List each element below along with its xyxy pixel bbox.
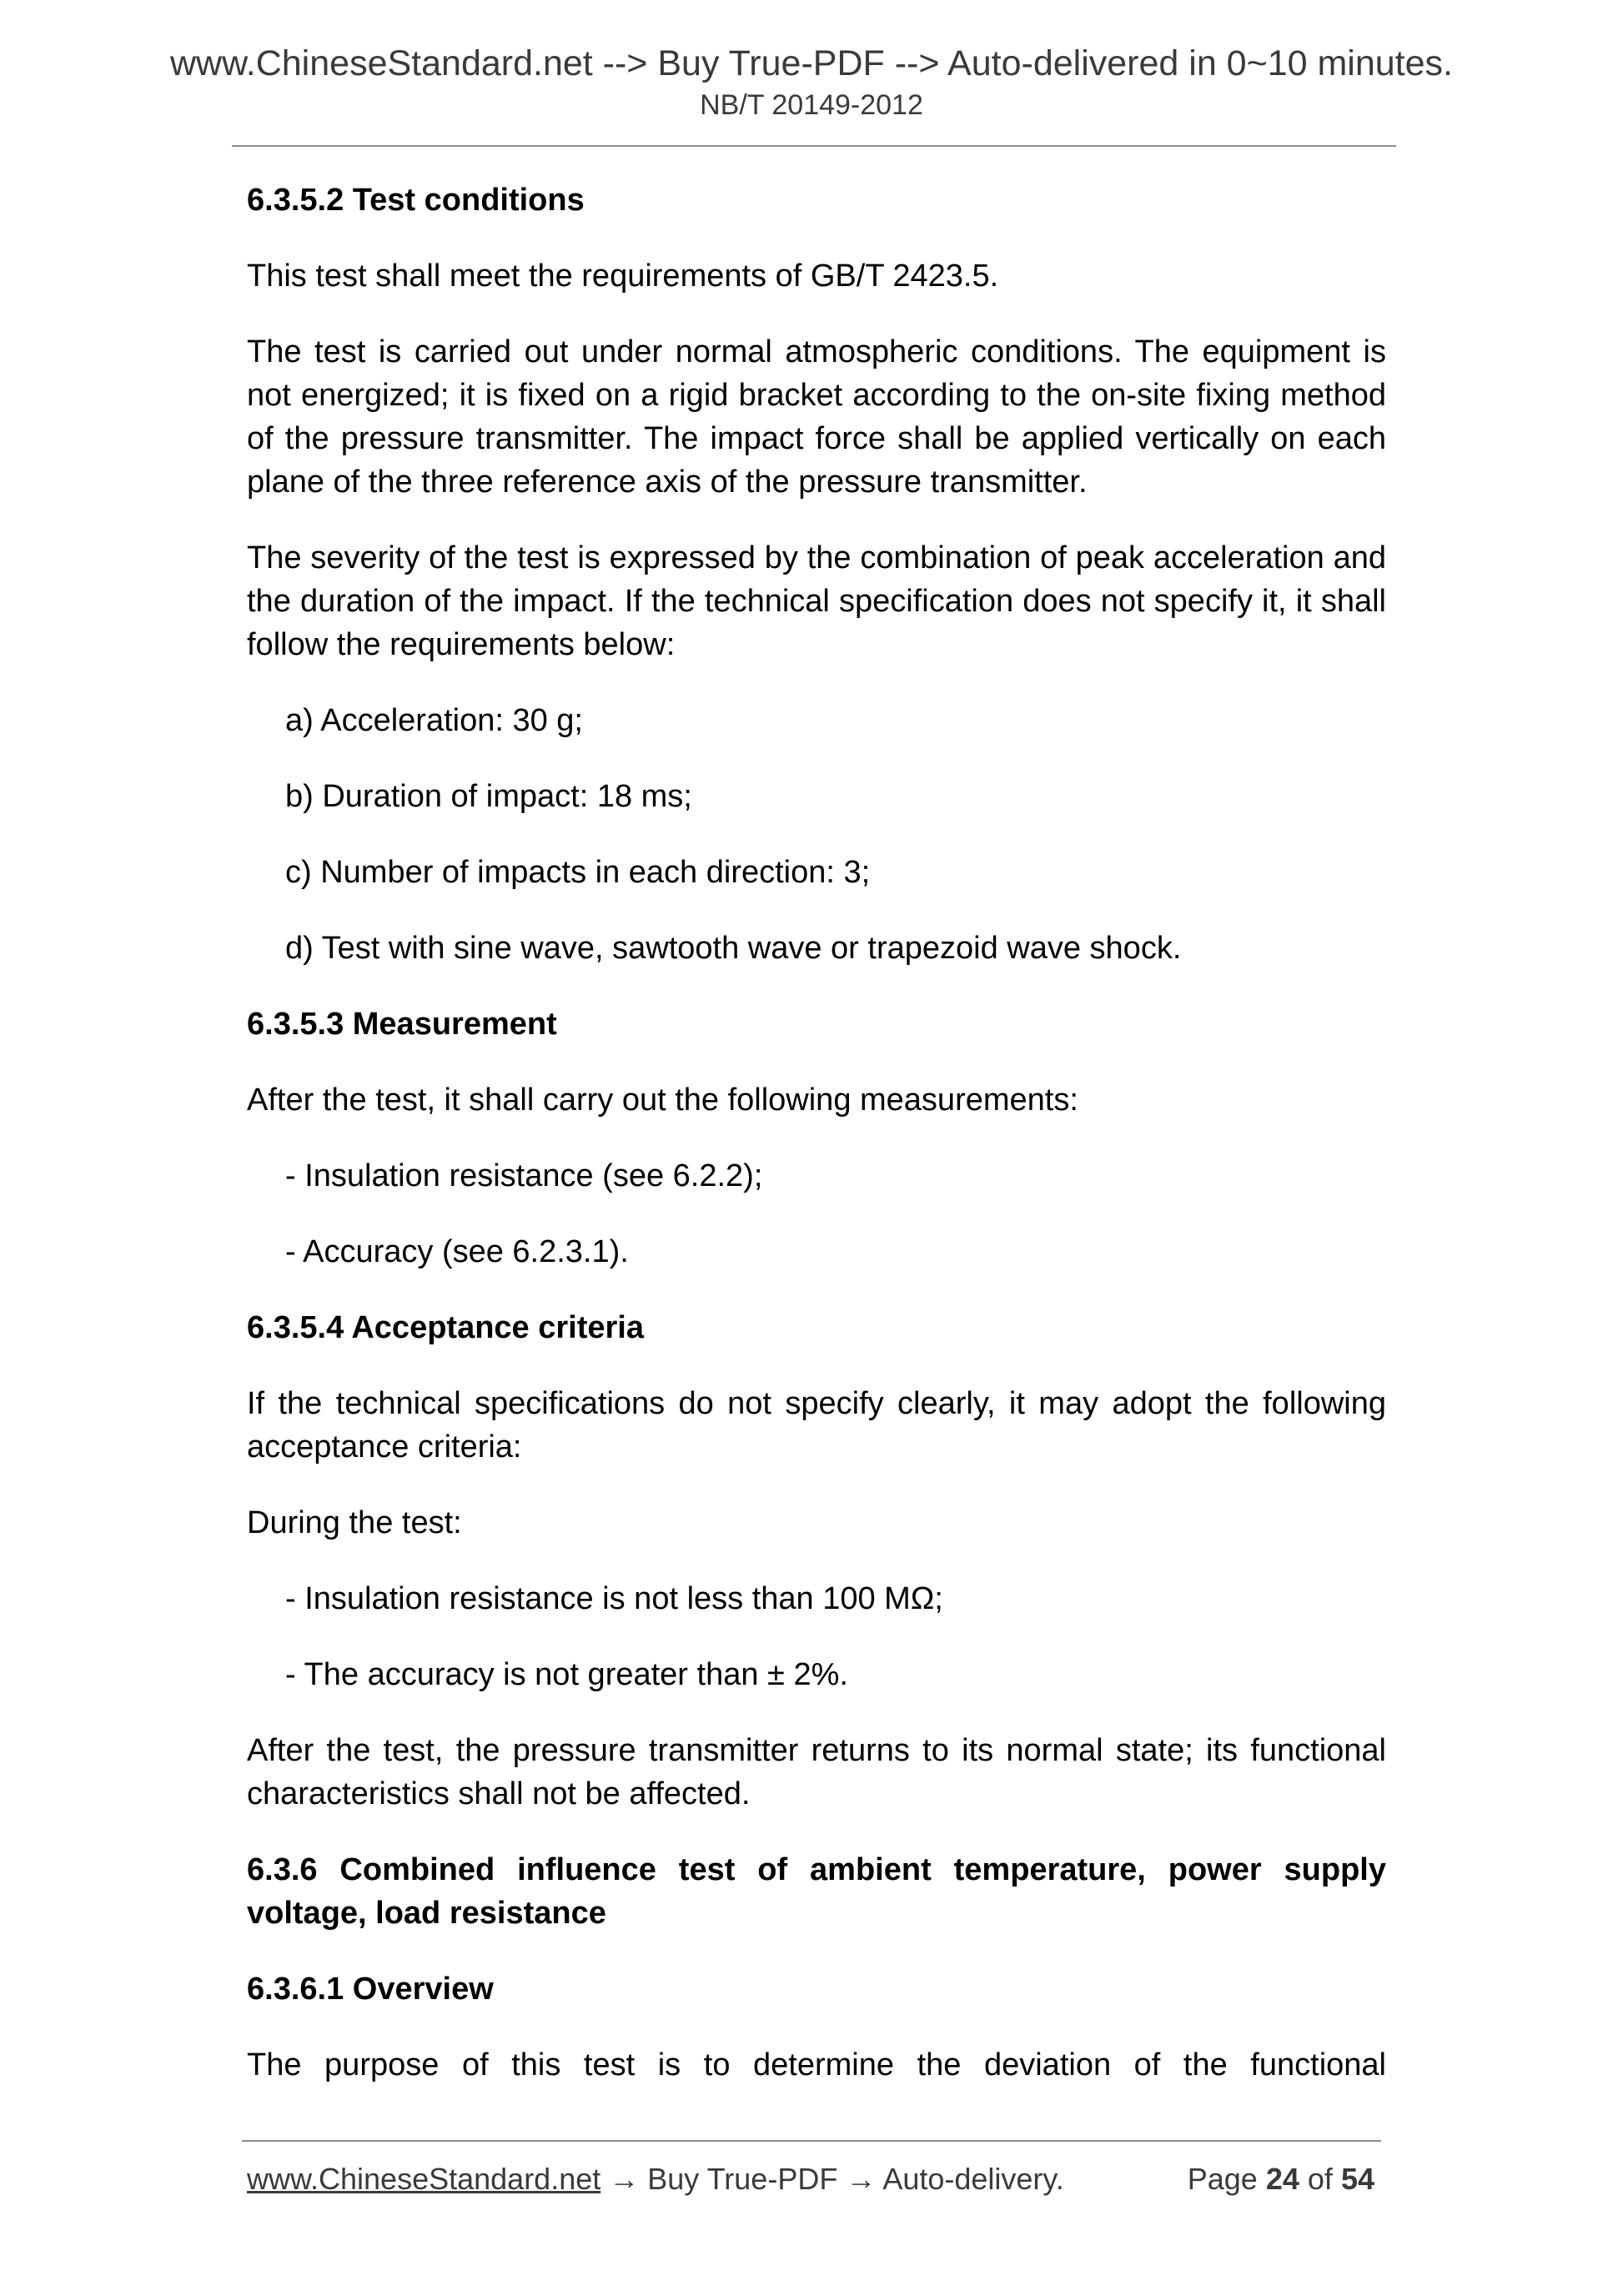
page-indicator (1188, 2162, 1374, 2197)
section-heading-6-3-5-2: 6.3.5.2 Test conditions (247, 183, 585, 218)
footer-tagline: → Buy True-PDF → Auto-delivery. (600, 2162, 1064, 2196)
document-id: NB/T 20149-2012 (700, 89, 923, 121)
list-item: - Insulation resistance is not less than 100 MΩ; (285, 1581, 943, 1616)
page-current: 24 (1265, 2162, 1299, 2196)
footer-divider (242, 2140, 1381, 2142)
page-label: Page (1187, 2162, 1258, 2196)
list-item: d) Test with sine wave, sawtooth wave or trapezoid wave shock. (285, 931, 1182, 966)
paragraph: After the test, it shall carry out the following measurements: (247, 1083, 1078, 1118)
list-item: - Insulation resistance (see 6.2.2); (285, 1158, 763, 1193)
section-heading-6-3-6: 6.3.6 Combined influence test of ambient temperature, power supply voltage, load resistance (247, 1852, 1386, 1931)
paragraph: This test shall meet the requirements of GB/T 2423.5. (247, 259, 999, 294)
page-footer (247, 2162, 1386, 2197)
paragraph: The test is carried out under normal atmospheric conditions. The equipment is not energized; it is fixed on a rigid bracket according to the on-site fixing method of the pressure transmitter. The impact force shall be applied vertically on each plane of the three reference axis of the pressure transmitter. (247, 334, 1386, 500)
section-heading-6-3-6-1: 6.3.6.1 Overview (247, 1972, 494, 2007)
list-item: - The accuracy is not greater than ± 2%. (285, 1657, 848, 1692)
page-total: 54 (1340, 2162, 1374, 2196)
header-divider (232, 145, 1396, 147)
paragraph: The purpose of this test is to determine the deviation of the functional (247, 2047, 1386, 2082)
list-item: c) Number of impacts in each direction: 3; (285, 855, 871, 890)
of-label: of (1307, 2162, 1333, 2196)
section-heading-6-3-5-4: 6.3.5.4 Acceptance criteria (247, 1310, 644, 1345)
paragraph: The severity of the test is expressed by the combination of peak acceleration and the duration of the impact. If the technical specification does not specify it, it shall follow the requirements below: (247, 540, 1386, 662)
section-heading-6-3-5-3: 6.3.5.3 Measurement (247, 1007, 557, 1042)
paragraph: After the test, the pressure transmitter returns to its normal state; its functional characteristics shall not be affected. (247, 1733, 1386, 1811)
paragraph: If the technical specifications do not specify clearly, it may adopt the following acceptance criteria: (247, 1386, 1386, 1465)
list-item: - Accuracy (see 6.2.3.1). (285, 1234, 629, 1269)
page-content (247, 178, 1386, 2119)
header-banner: www.ChineseStandard.net --> Buy True-PDF --> Auto-delivered in 0~10 minutes. (169, 43, 1453, 83)
footer-site-link[interactable]: www.ChineseStandard.net (247, 2162, 601, 2196)
paragraph: During the test: (247, 1505, 462, 1540)
list-item: a) Acceleration: 30 g; (285, 703, 583, 738)
list-item: b) Duration of impact: 18 ms; (285, 779, 692, 814)
